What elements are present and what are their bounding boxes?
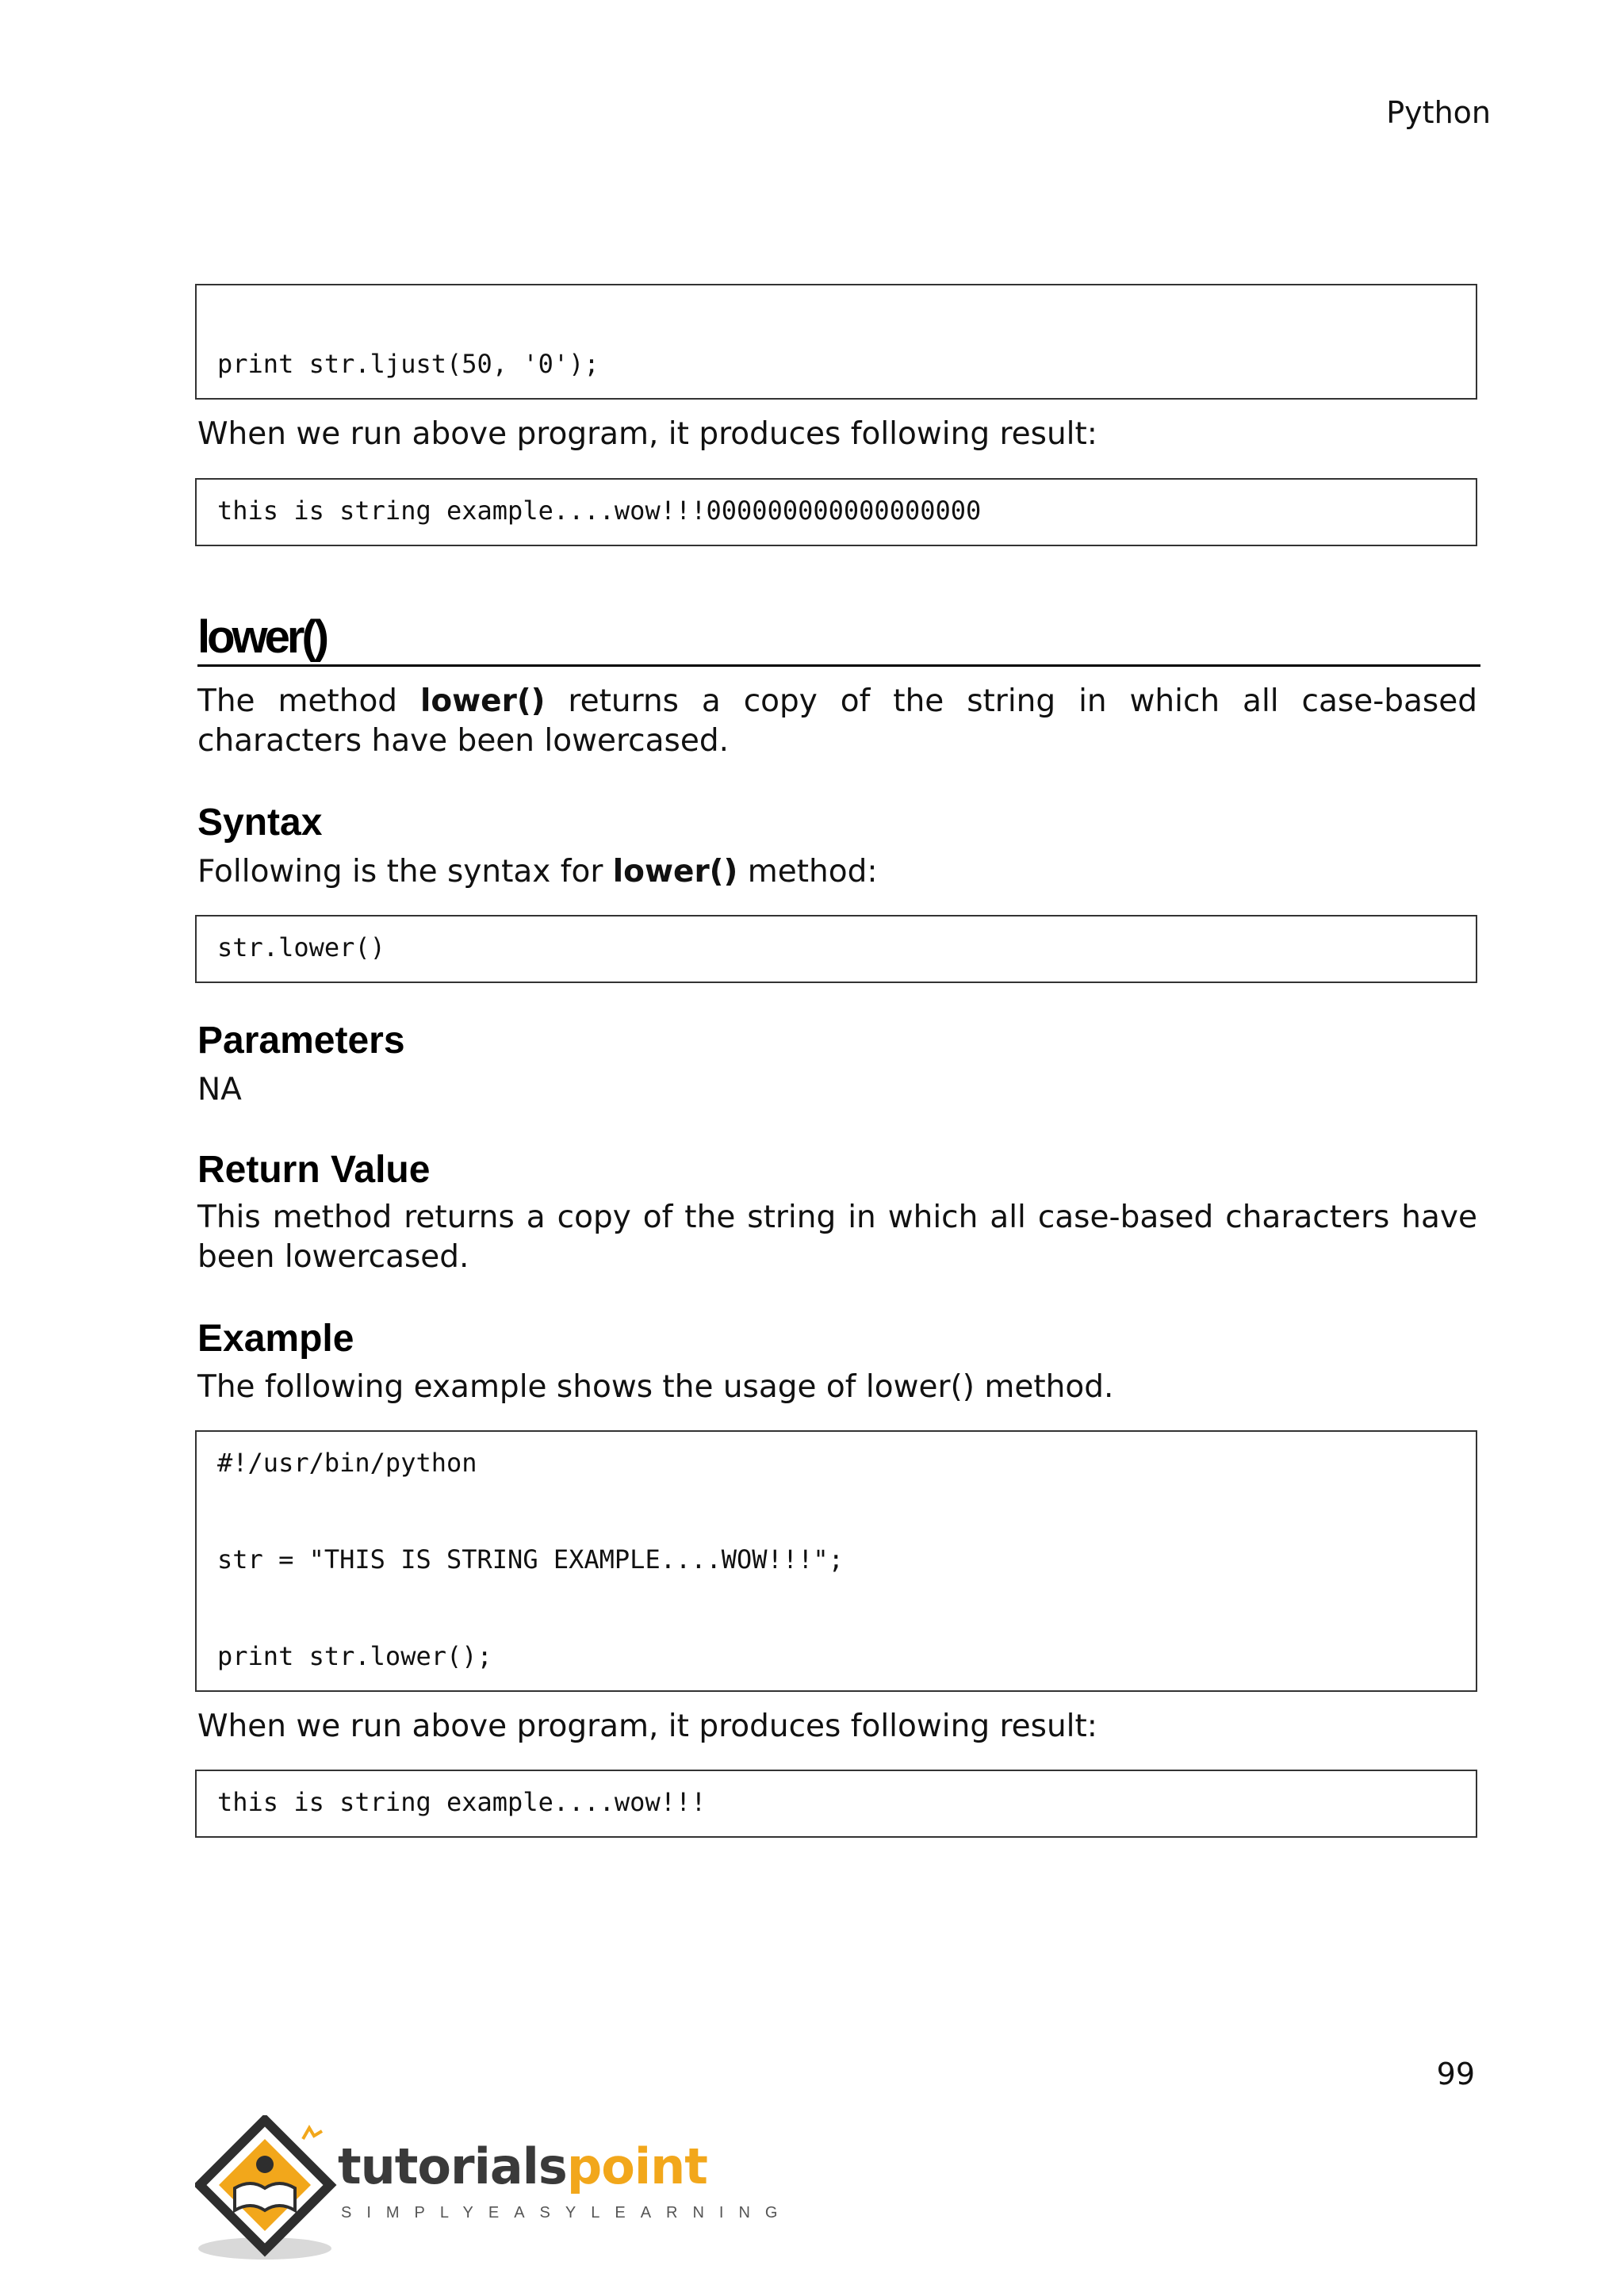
- description-suffix: returns a copy of the string in which all case-based characters have been lowercased.: [197, 683, 1477, 759]
- code-block-ljust: [195, 284, 1477, 400]
- logo-word-point: point: [566, 2137, 707, 2195]
- tutorialspoint-logo: [195, 2115, 793, 2266]
- description-prefix: The method: [197, 683, 420, 719]
- syntax-heading: Syntax: [197, 802, 323, 844]
- example-code-block: [195, 1430, 1477, 1692]
- code-line: this is string example....wow!!!: [217, 1787, 707, 1817]
- syntax-text: [197, 852, 1477, 892]
- syntax-code-block: [195, 915, 1477, 983]
- code-line: #!/usr/bin/python: [217, 1448, 477, 1478]
- parameters-heading: Parameters: [197, 1020, 405, 1062]
- code-line: str = "THIS IS STRING EXAMPLE....WOW!!!";: [217, 1544, 844, 1575]
- method-description: [197, 682, 1477, 761]
- code-line: print str.lower();: [217, 1641, 492, 1671]
- code-line: print str.ljust(50, '0');: [217, 349, 599, 379]
- logo-tagline: SIMPLYEASYLEARNING: [341, 2204, 793, 2221]
- return-value-text: This method returns a copy of the string in which all case-based characters have been lowercased.: [197, 1200, 1477, 1275]
- output-block-ljust: [195, 478, 1477, 546]
- parameters-text: NA: [197, 1072, 242, 1108]
- syntax-prefix: Following is the syntax for: [197, 854, 613, 890]
- code-line: this is string example....wow!!!000000000000000000: [217, 496, 982, 526]
- result-intro: When we run above program, it produces following result:: [197, 416, 1097, 452]
- output-block-lower: [195, 1770, 1477, 1838]
- section-divider: [197, 664, 1480, 667]
- page-number: 99: [1436, 2057, 1475, 2091]
- example-heading: Example: [197, 1318, 354, 1360]
- logo-emblem: [195, 2115, 346, 2266]
- result-intro: When we run above program, it produces following result:: [197, 1709, 1097, 1744]
- section-title: lower(): [197, 611, 327, 663]
- logo-wordmark: [338, 2137, 707, 2195]
- syntax-suffix: method:: [737, 854, 878, 890]
- method-name: lower(): [419, 683, 546, 719]
- example-text: The following example shows the usage of lower() method.: [197, 1369, 1114, 1405]
- code-line: str.lower(): [217, 932, 385, 962]
- method-name: lower(): [612, 854, 738, 890]
- running-header: Python: [1386, 95, 1491, 130]
- logo-word-tutorials: tutorials: [338, 2137, 567, 2195]
- return-value-heading: Return Value: [197, 1149, 431, 1191]
